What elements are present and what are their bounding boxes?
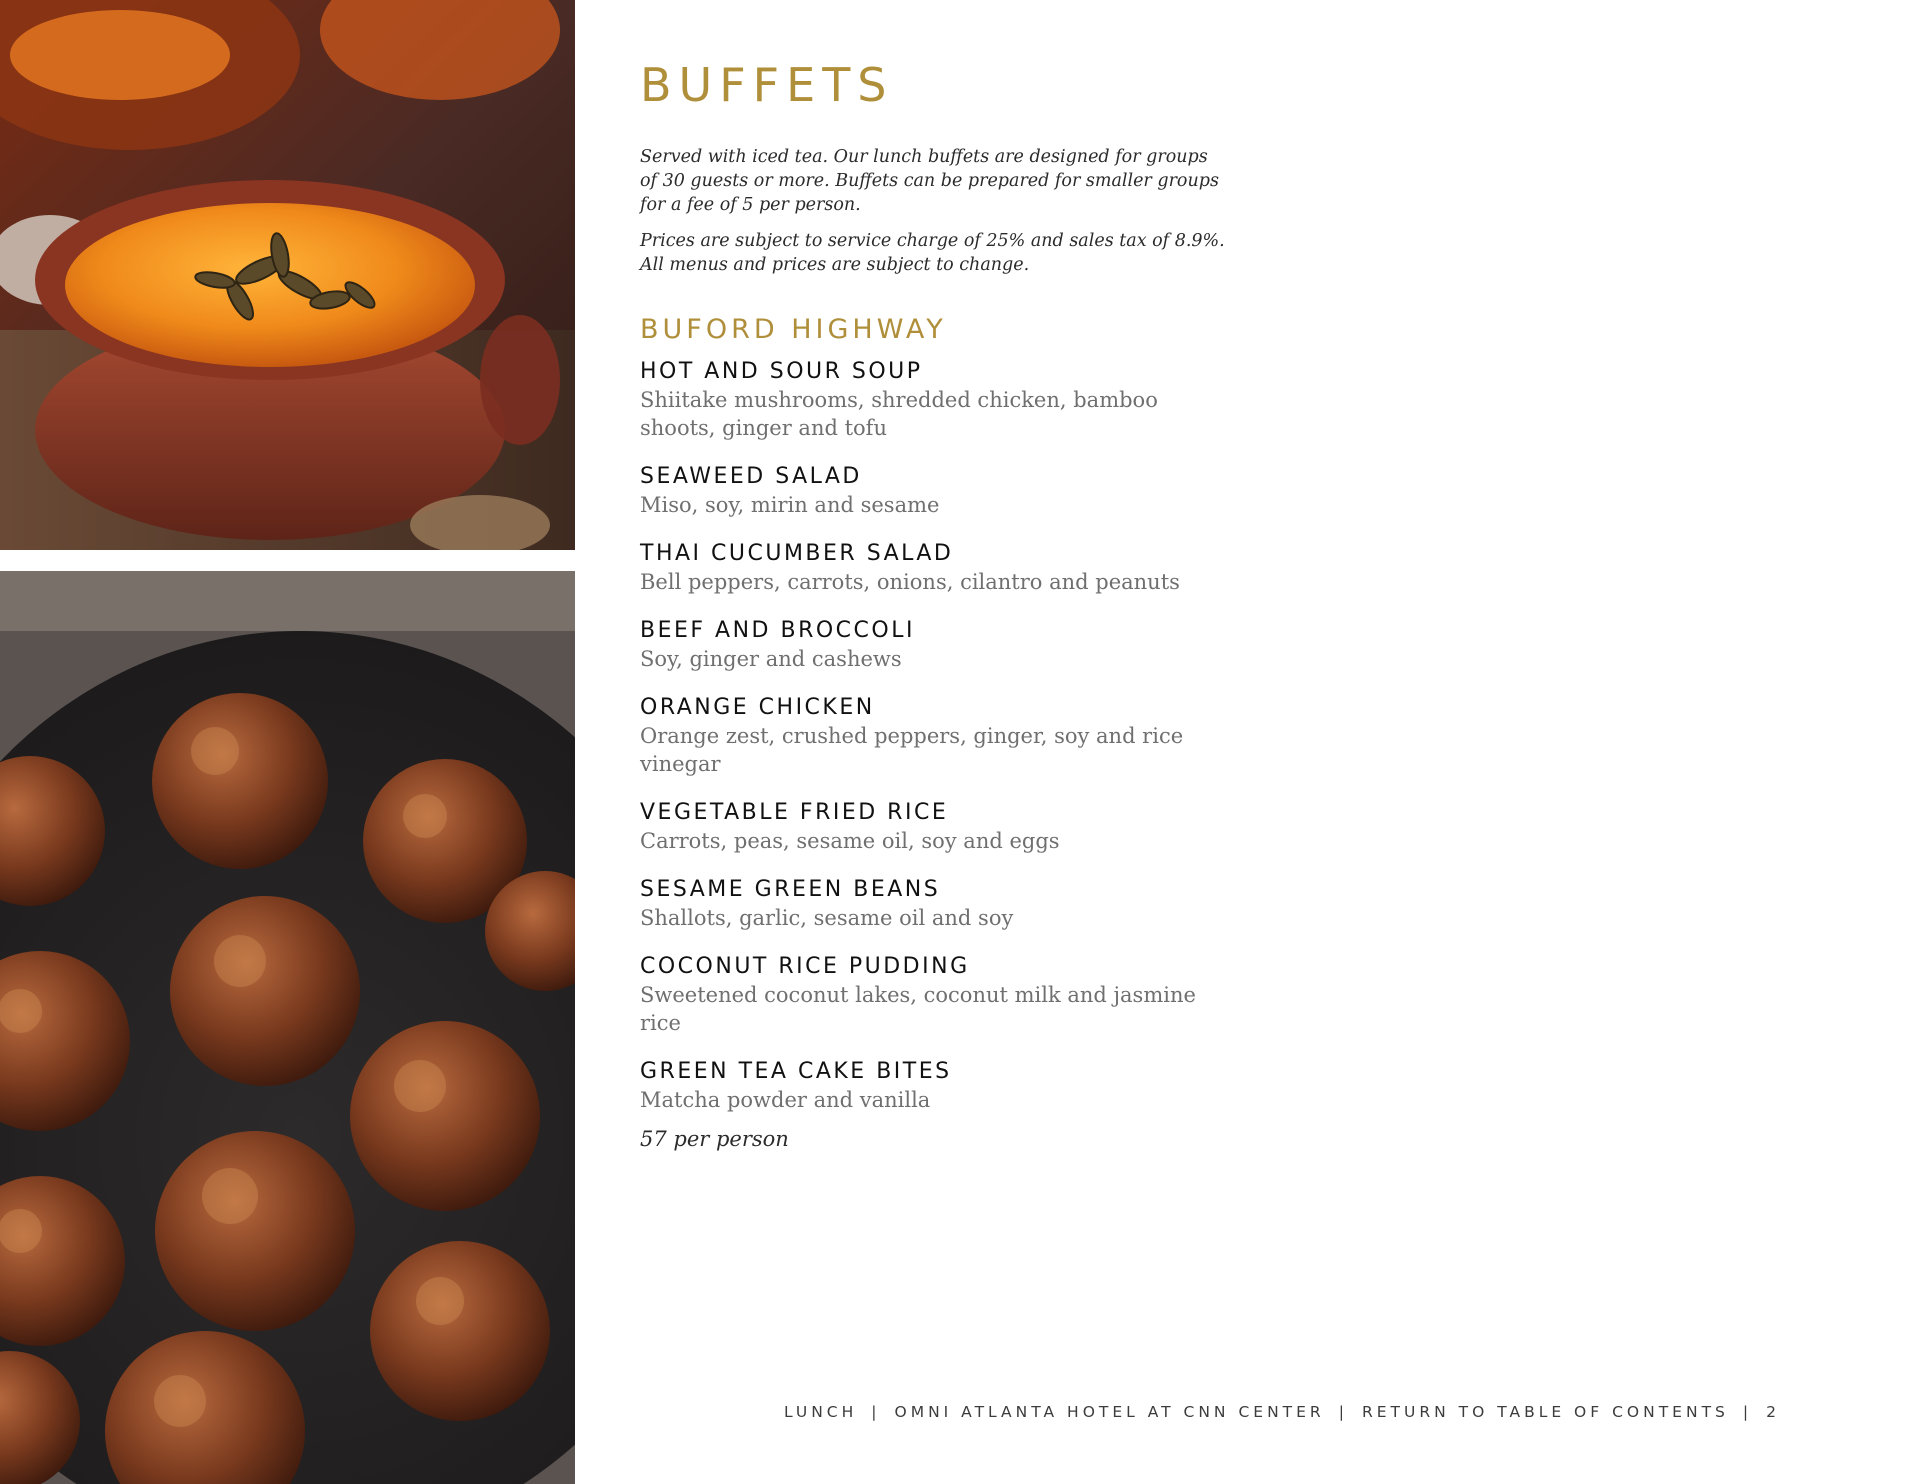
- section-title: BUFORD HIGHWAY: [640, 313, 947, 345]
- pumpkin-soup-photo: [0, 0, 575, 550]
- menu-item-name: COCONUT RICE PUDDING: [640, 954, 970, 980]
- menu-item: [640, 540, 1240, 596]
- page-title: BUFFETS: [640, 58, 894, 112]
- menu-content: [640, 60, 1240, 1151]
- meatballs-photo: [0, 571, 575, 1484]
- menu-item: [640, 953, 1240, 1037]
- menu-item: [640, 617, 1240, 673]
- menu-item-description: Matcha powder and vanilla: [640, 1088, 931, 1113]
- menu-item-name: VEGETABLE FRIED RICE: [640, 800, 949, 826]
- menu-item: [640, 694, 1240, 778]
- footer-hotel-name: OMNI ATLANTA HOTEL AT CNN CENTER: [894, 1403, 1325, 1421]
- menu-item: [640, 463, 1240, 519]
- menu-item: [640, 876, 1240, 932]
- page-number: 2: [1766, 1403, 1780, 1421]
- menu-item-description: Shiitake mushrooms, shredded chicken, bamboo shoots, ginger and tofu: [640, 388, 1158, 441]
- menu-item-name: BEEF AND BROCCOLI: [640, 618, 915, 644]
- price-per-person: 57 per person: [640, 1127, 789, 1152]
- menu-item: [640, 799, 1240, 855]
- menu-item: [640, 358, 1240, 442]
- menu-item-description: Orange zest, crushed peppers, ginger, soy and rice vinegar: [640, 724, 1184, 777]
- footer-section-label: LUNCH: [784, 1403, 858, 1421]
- menu-item-name: HOT AND SOUR SOUP: [640, 359, 923, 385]
- menu-item-name: ORANGE CHICKEN: [640, 695, 875, 721]
- menu-item-description: Bell peppers, carrots, onions, cilantro and peanuts: [640, 570, 1180, 595]
- menu-item-description: Soy, ginger and cashews: [640, 647, 902, 672]
- menu-item-description: Carrots, peas, sesame oil, soy and eggs: [640, 829, 1060, 854]
- footer-separator: |: [871, 1403, 881, 1421]
- menu-item-name: SESAME GREEN BEANS: [640, 877, 941, 903]
- footer-separator: |: [1742, 1403, 1753, 1421]
- return-to-toc-link[interactable]: RETURN TO TABLE OF CONTENTS: [1361, 1403, 1729, 1421]
- menu-item-name: SEAWEED SALAD: [640, 464, 862, 490]
- menu-item-description: Shallots, garlic, sesame oil and soy: [640, 906, 1014, 931]
- menu-item: [640, 1058, 1240, 1114]
- page-footer: [784, 1403, 1780, 1421]
- menu-item-name: GREEN TEA CAKE BITES: [640, 1059, 952, 1085]
- intro-paragraph-service: Served with iced tea. Our lunch buffets are designed for groups of 30 guests or more. Buffets can be prepared for smaller groups for a fee of 5 per person.: [640, 146, 1219, 215]
- menu-item-description: Sweetened coconut lakes, coconut milk and jasmine rice: [640, 983, 1196, 1036]
- menu-item-description: Miso, soy, mirin and sesame: [640, 493, 940, 518]
- intro-paragraph-pricing: Prices are subject to service charge of 25% and sales tax of 8.9%. All menus and prices are subject to change.: [640, 230, 1225, 275]
- footer-separator: |: [1338, 1403, 1348, 1421]
- menu-item-name: THAI CUCUMBER SALAD: [640, 541, 954, 567]
